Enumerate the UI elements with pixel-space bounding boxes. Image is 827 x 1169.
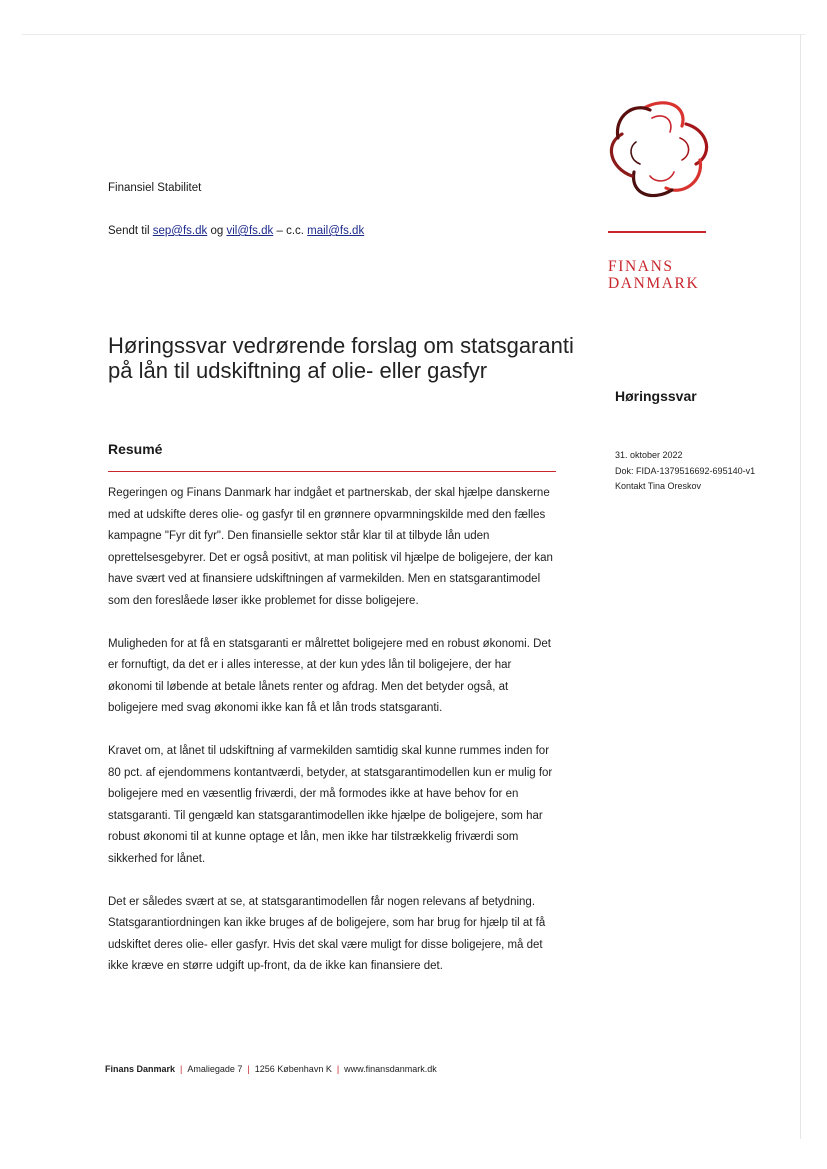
footer-separator: | (180, 1064, 183, 1074)
sent-prefix: Sendt til (108, 225, 153, 237)
section-heading: Resumé (108, 441, 163, 457)
page-footer (105, 1064, 437, 1074)
footer-city: 1256 København K (254, 1064, 332, 1074)
document-type: Høringssvar (615, 388, 697, 404)
recipient-department: Finansiel Stabilitet (108, 182, 202, 194)
meta-doc-id: Dok: FIDA-1379516692-695140-v1 (615, 465, 756, 476)
sent-and: og (207, 225, 227, 237)
logo-divider (608, 231, 706, 233)
body-paragraph: Muligheden for at få en statsgaranti er målrettet boligejere med en robust økonomi. Det er fornuftigt, da det er i alles interesse, at der kun ydes lån til boligejere, der har økonomi til løbende at betale lånets renter og afdrag. Men det betyder også, at boligejere med svag økonomi ikke kan få et lån trods statsgaranti. (108, 637, 551, 715)
footer-address: Amaliegade 7 (187, 1064, 243, 1074)
finans-danmark-logo-icon (604, 98, 716, 198)
meta-date: 31. oktober 2022 (615, 450, 683, 460)
body-paragraph: Det er således svært at se, at statsgarantimodellen får nogen relevans af betydning. Statsgarantiordningen kan ikke bruges af de boligejere, som har brug for hjælp til at få udskiftet deres olie- eller gasfyr. Hvis det skal være muligt for disse boligejere, må det ikke kræve en større udgift up-front, da de ikke kan finansiere det. (108, 895, 546, 973)
document-meta (615, 448, 755, 495)
footer-org: Finans Danmark (105, 1064, 176, 1074)
brand-line-1: FINANS (608, 258, 674, 275)
brand-wordmark (608, 258, 718, 292)
section-divider (108, 471, 556, 472)
body-paragraph: Regeringen og Finans Danmark har indgået et partnerskab, der skal hjælpe danskerne med at udskifte deres olie- og gasfyr til en grønnere opvarmningskilde med den fælles kampagne "Fyr dit fyr". Den finansielle sektor står klar til at tilbyde lån uden oprettelsesgebyrer. Det er også positivt, at man politisk vil hjælpe de boligejere, der kan have svært ved at finansiere udskiftningen af varmekilden. Men en statsgarantimodel som den foreslåede løser ikke problemet for disse boligejere. (108, 487, 553, 607)
email-link-vil[interactable]: vil@fs.dk (226, 225, 274, 237)
footer-separator: | (247, 1064, 250, 1074)
document-body (108, 483, 558, 999)
body-paragraph: Kravet om, at lånet til udskiftning af varmekilden samtidig skal kunne rummes inden for 80 pct. af ejendommens kontantværdi, betyder, at statsgarantimodellen kun er mulig for boligejere med en væsentlig friværdi, der må formodes ikke at have behov for en statsgaranti. Til gengæld kan statsgarantimodellen ikke hjælpe de boligejere, som har robust økonomi til at kunne optage et lån, men ikke har tilstrækkelig friværdi som sikkerhed for lånet. (108, 744, 553, 865)
meta-contact: Kontakt Tina Oreskov (615, 481, 702, 491)
page-top-edge (22, 34, 805, 35)
document-title: Høringssvar vedrørende forslag om statsgaranti på lån til udskiftning af olie- eller gasfyr (108, 333, 574, 383)
sent-cc: – c.c. (273, 225, 308, 237)
brand-line-2: DANMARK (608, 275, 700, 292)
page-right-edge (800, 34, 801, 1139)
footer-website[interactable]: www.finansdanmark.dk (344, 1064, 437, 1074)
footer-separator: | (336, 1064, 340, 1074)
email-link-mail[interactable]: mail@fs.dk (307, 225, 365, 237)
email-link-sep[interactable]: sep@fs.dk (152, 225, 208, 237)
sent-to-line (108, 225, 364, 237)
